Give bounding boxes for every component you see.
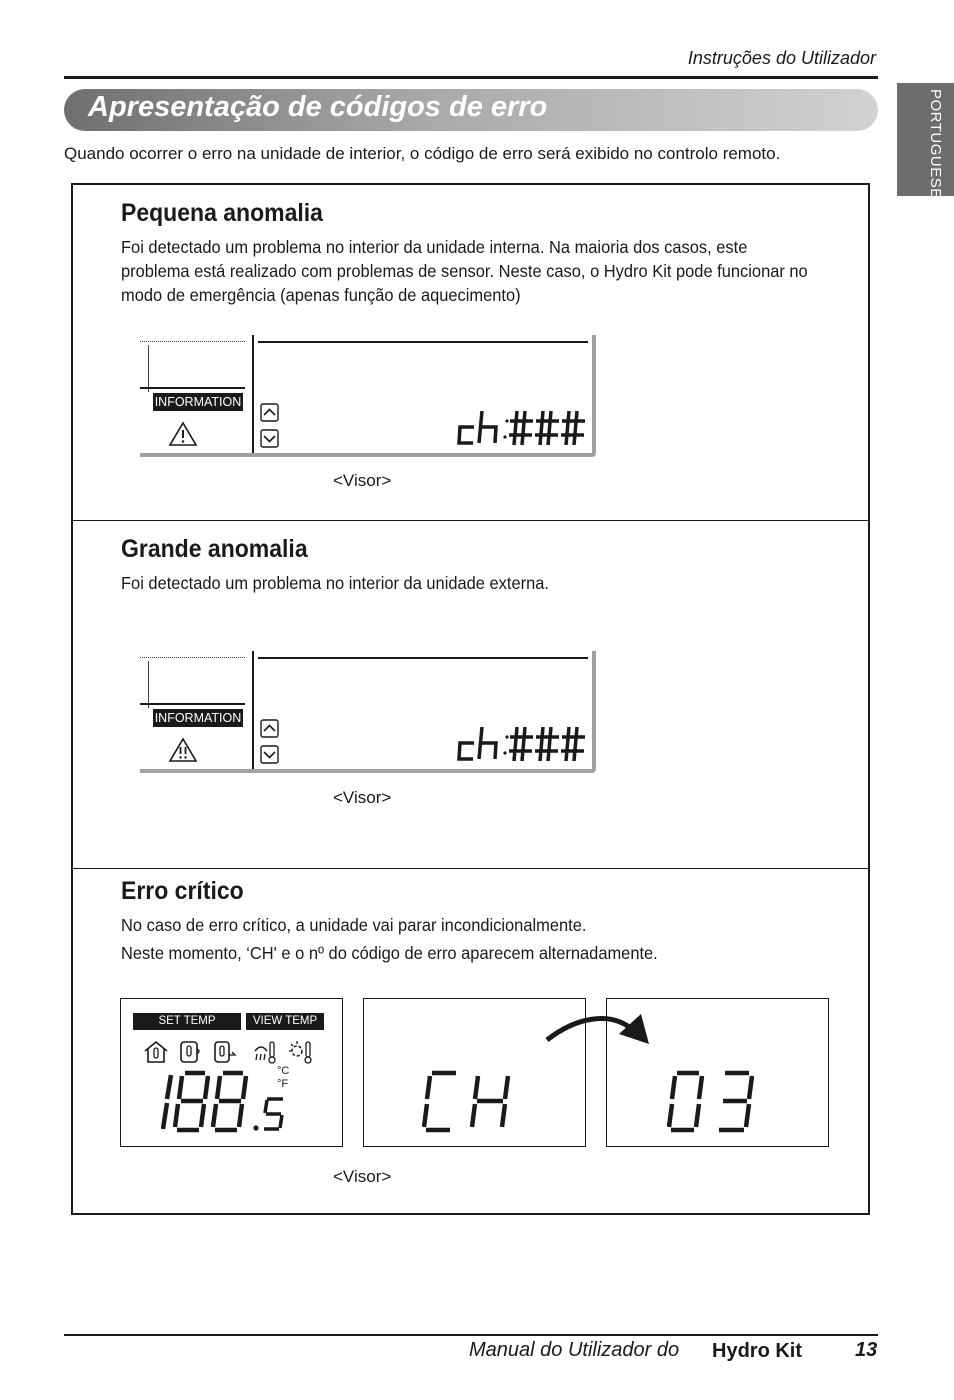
- running-header: Instruções do Utilizador: [687, 48, 876, 68]
- code-03-segments: [667, 1069, 763, 1135]
- section-body-minor: Foi detectado um problema no interior da unidade interna. Na maioria dos casos, este problema está realizado com problemas de sensor. Neste caso, o Hydro Kit pode funcionar no modo de emergência (apenas função de aquecimento): [121, 237, 808, 305]
- display-panel-full: [120, 998, 343, 1147]
- ch-segments: [422, 1069, 518, 1135]
- footer-brand: Hydro Kit: [712, 1340, 802, 1362]
- page-number: 13: [855, 1339, 878, 1361]
- information-badge: INFORMATION: [154, 711, 242, 725]
- water-tank-thermometer-icon: [177, 1039, 203, 1065]
- set-temp-badge: SET TEMP: [133, 1013, 241, 1030]
- view-temp-badge: VIEW TEMP: [246, 1013, 324, 1030]
- section-body-major: Foi detectado um problema no interior da unidade externa.: [121, 573, 549, 593]
- section-body-critical-line1: No caso de erro crítico, a unidade vai parar incondicionalmente.: [121, 915, 587, 935]
- section-divider: [73, 868, 868, 869]
- section-title-minor: Pequena anomalia: [121, 199, 323, 227]
- unit-celsius: °C: [277, 1065, 290, 1077]
- section-title-major: Grande anomalia: [121, 535, 308, 563]
- sun-thermometer-icon: [287, 1039, 315, 1065]
- page-title: Apresentação de códigos de erro: [88, 91, 548, 123]
- language-tab-label: PORTUGUESE: [927, 89, 944, 199]
- lcd-display-major: [140, 651, 600, 779]
- outlet-thermometer-icon: [211, 1039, 237, 1065]
- temperature-segments: [161, 1069, 301, 1135]
- header-rule: [64, 76, 878, 79]
- display-caption: <Visor>: [333, 471, 392, 490]
- error-code-segments: [454, 717, 589, 769]
- chevron-down-icon: [260, 745, 279, 764]
- language-tab: [897, 83, 954, 199]
- house-thermometer-icon: [143, 1039, 169, 1065]
- footer-rule: [64, 1334, 878, 1336]
- section-title-critical: Erro crítico: [121, 877, 244, 905]
- display-panel-code: [606, 998, 829, 1147]
- section-divider: [73, 520, 868, 521]
- unit-fahrenheit: °F: [277, 1078, 289, 1090]
- footer-manual-text: Manual do Utilizador do: [469, 1339, 680, 1361]
- chevron-down-icon: [260, 429, 279, 448]
- chevron-up-icon: [260, 403, 279, 422]
- error-code-segments: [454, 401, 589, 453]
- section-body-critical-line2: Neste momento, ‘CH' e o nº do código de erro aparecem alternadamente.: [121, 943, 658, 963]
- display-caption: <Visor>: [333, 788, 392, 807]
- intro-text: Quando ocorrer o erro na unidade de interior, o código de erro será exibido no controlo remoto.: [64, 144, 781, 163]
- warning-triangle-icon: [168, 421, 198, 447]
- display-caption: <Visor>: [333, 1167, 392, 1186]
- information-badge: INFORMATION: [154, 395, 242, 409]
- lcd-display-minor: [140, 335, 600, 463]
- double-warning-triangle-icon: [168, 737, 198, 763]
- shower-thermometer-icon: [253, 1039, 279, 1065]
- chevron-up-icon: [260, 719, 279, 738]
